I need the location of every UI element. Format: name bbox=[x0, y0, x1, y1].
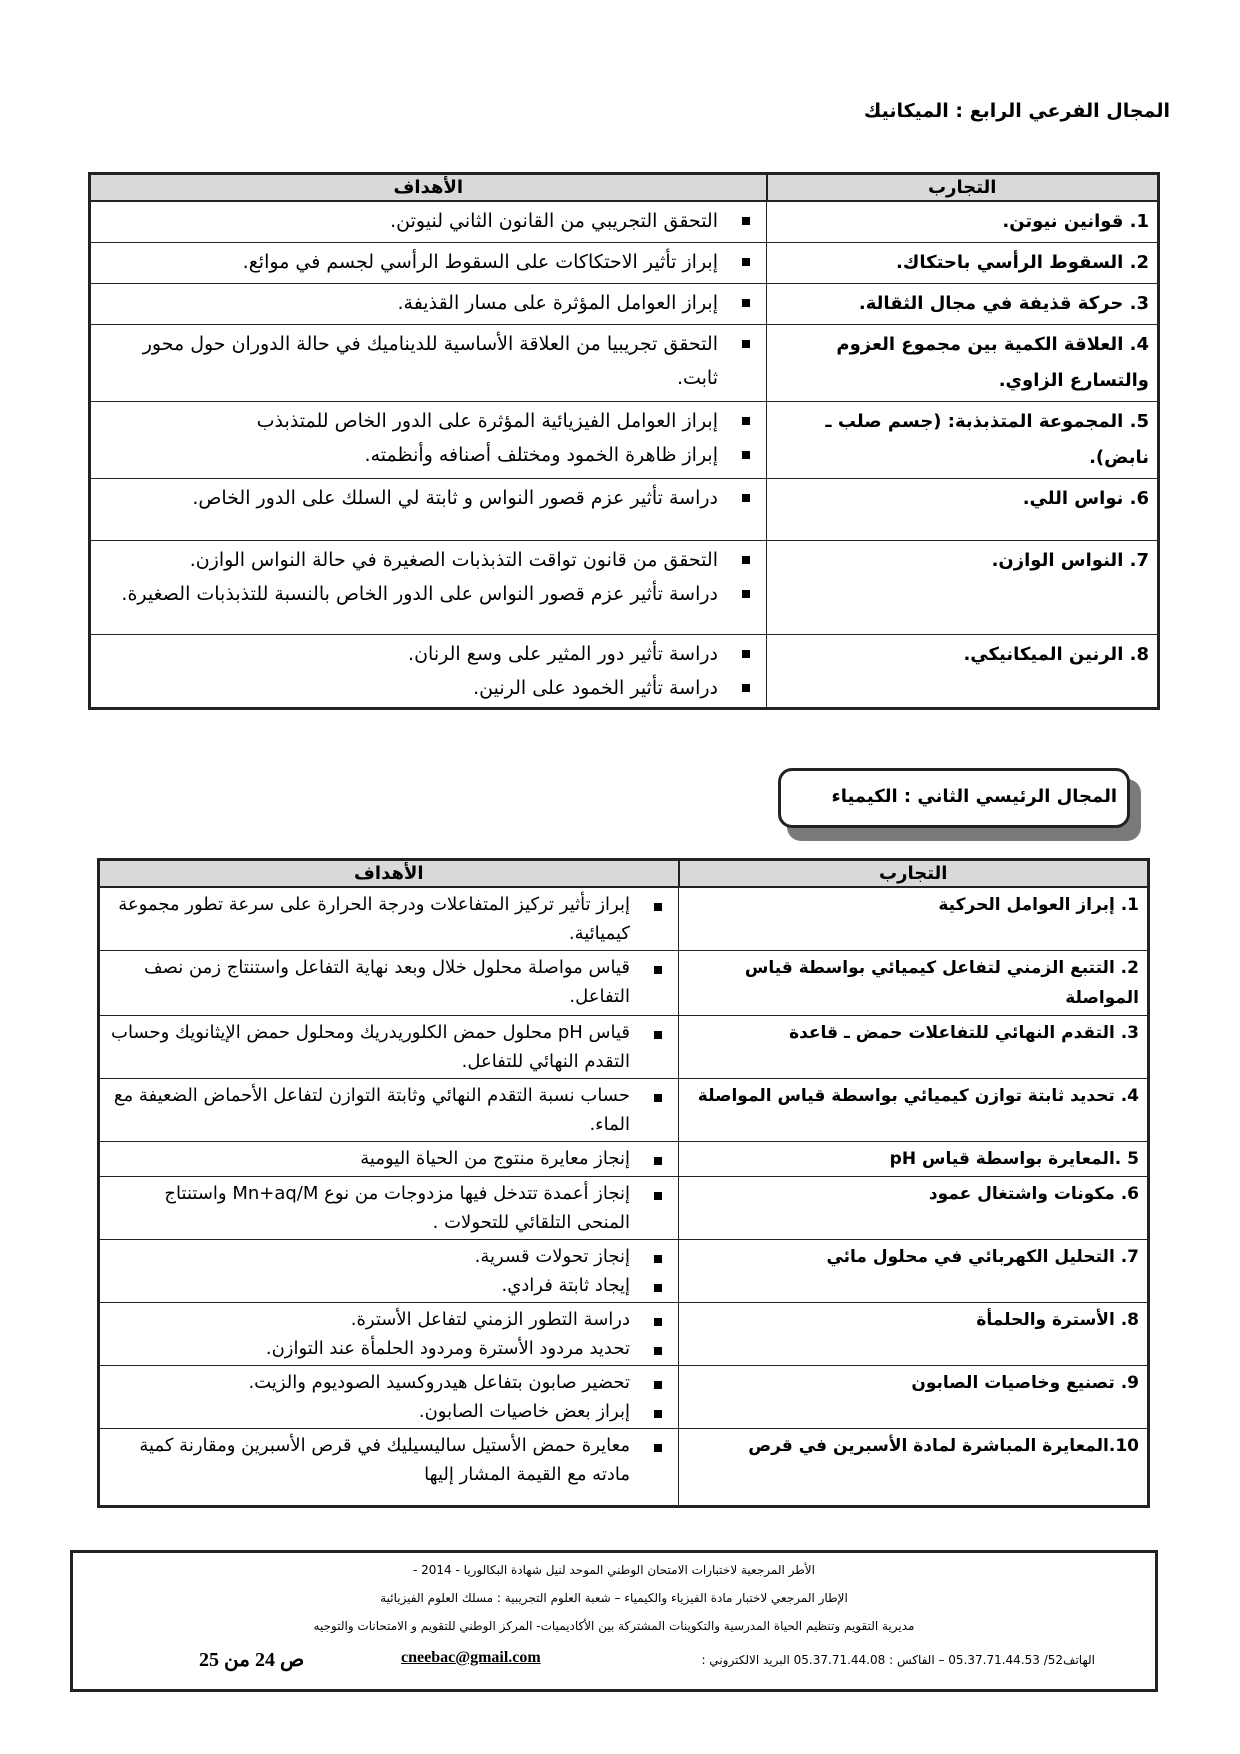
goal-item: تحديد مردود الأسترة ومردود الحلمأة عند التوازن. bbox=[108, 1334, 670, 1363]
table-row bbox=[99, 1177, 1149, 1240]
table-row bbox=[99, 887, 1149, 951]
footer-line-3: مديرية التقويم وتنظيم الحياة المدرسية والتكوينات المشتركة بين الأكاديميات- المركز الوطني للتقويم و الامتحانات والتوجيه bbox=[313, 1619, 915, 1633]
experiment-cell: 8. الأسترة والحلمأة bbox=[679, 1303, 1149, 1366]
goal-item: إبراز العوامل الفيزيائية المؤثرة على الدور الخاص للمتذبذب bbox=[99, 404, 758, 438]
experiment-cell: 3. حركة قذيفة في مجال الثقالة. bbox=[767, 284, 1159, 325]
goals-list bbox=[99, 481, 758, 515]
goal-item: إنجاز معايرة منتوج من الحياة اليومية bbox=[108, 1144, 670, 1173]
goal-item: التحقق من قانون تواقت التذبذبات الصغيرة في حالة النواس الوازن. bbox=[99, 543, 758, 577]
goal-item: دراسة تأثير عزم قصور النواس و ثابتة لي السلك على الدور الخاص. bbox=[99, 481, 758, 515]
goals-list bbox=[108, 890, 670, 948]
experiment-cell: 2. السقوط الرأسي باحتكاك. bbox=[767, 243, 1159, 284]
page-number: ص 24 من 25 bbox=[199, 1649, 305, 1671]
goal-item: إبراز العوامل المؤثرة على مسار القذيفة. bbox=[99, 286, 758, 320]
experiments-header: التجارب bbox=[767, 174, 1159, 202]
experiment-cell: 7. التحليل الكهربائي في محلول مائي bbox=[679, 1240, 1149, 1303]
goals-cell bbox=[99, 1142, 679, 1177]
table-row bbox=[90, 635, 1159, 709]
goals-list bbox=[108, 1179, 670, 1237]
experiment-cell: 6. مكونات واشتغال عمود bbox=[679, 1177, 1149, 1240]
goal-item: دراسة تأثير دور المثير على وسع الرنان. bbox=[99, 637, 758, 671]
table-row bbox=[99, 1303, 1149, 1366]
goals-list bbox=[108, 1081, 670, 1139]
goals-cell bbox=[99, 887, 679, 951]
goals-list bbox=[108, 1368, 670, 1426]
goals-cell bbox=[99, 1079, 679, 1142]
table-row bbox=[99, 951, 1149, 1016]
experiment-cell: 1. قوانين نيوتن. bbox=[767, 201, 1159, 243]
goals-list bbox=[99, 204, 758, 238]
mechanics-table bbox=[88, 172, 1160, 710]
goals-list bbox=[99, 327, 758, 395]
table-row bbox=[90, 243, 1159, 284]
table-header-row bbox=[90, 174, 1159, 202]
goals-cell bbox=[99, 1016, 679, 1079]
section2-title-box bbox=[778, 768, 1130, 828]
goals-cell bbox=[90, 402, 767, 479]
goals-cell bbox=[90, 325, 767, 402]
goal-item: قياس مواصلة محلول خلال وبعد نهاية التفاعل واستنتاج زمن نصف التفاعل. bbox=[108, 953, 670, 1011]
experiment-cell: 8. الرنين الميكانيكي. bbox=[767, 635, 1159, 709]
experiment-cell: 2. التتبع الزمني لتفاعل كيميائي بواسطة قياس المواصلة bbox=[679, 951, 1149, 1016]
table-row bbox=[90, 325, 1159, 402]
goals-cell bbox=[99, 951, 679, 1016]
table-row bbox=[90, 541, 1159, 635]
goals-cell bbox=[99, 1177, 679, 1240]
table-row bbox=[99, 1142, 1149, 1177]
goals-list bbox=[108, 953, 670, 1011]
footer-line-4 bbox=[81, 1647, 1147, 1677]
experiment-cell: 10.المعايرة المباشرة لمادة الأسبرين في قرص bbox=[679, 1429, 1149, 1507]
goals-header: الأهداف bbox=[99, 860, 679, 888]
goal-item: إبراز تأثير تركيز المتفاعلات ودرجة الحرارة على سرعة تطور مجموعة كيميائية. bbox=[108, 890, 670, 948]
goal-item: معايرة حمض الأستيل ساليسيليك في قرص الأسبرين ومقارنة كمية مادته مع القيمة المشار إليها bbox=[108, 1431, 670, 1489]
goal-item: إبراز بعض خاصيات الصابون. bbox=[108, 1397, 670, 1426]
table-row bbox=[90, 479, 1159, 541]
experiments-header: التجارب bbox=[679, 860, 1149, 888]
goal-item: إنجاز أعمدة تتدخل فيها مزدوجات من نوع Mn+aq/M واستنتاج المنحى التلقائي للتحولات . bbox=[108, 1179, 670, 1237]
goal-item: التحقق التجريبي من القانون الثاني لنيوتن. bbox=[99, 204, 758, 238]
goal-item: دراسة تأثير عزم قصور النواس على الدور الخاص بالنسبة للتذبذبات الصغيرة. bbox=[99, 577, 758, 611]
chemistry-table bbox=[97, 858, 1150, 1508]
section1-title: المجال الفرعي الرابع : الميكانيك bbox=[863, 100, 1170, 122]
table-row bbox=[99, 1016, 1149, 1079]
goals-cell bbox=[99, 1303, 679, 1366]
footer-email-link[interactable]: cneebac@gmail.com bbox=[401, 1649, 541, 1666]
goal-item: قياس pH محلول حمض الكلوريدريك ومحلول حمض الإيثانويك وحساب التقدم النهائي للتفاعل. bbox=[108, 1018, 670, 1076]
goal-item: إيجاد ثابتة فرادي. bbox=[108, 1271, 670, 1300]
goal-item: إنجاز تحولات قسرية. bbox=[108, 1242, 670, 1271]
experiment-cell: 6. نواس اللي. bbox=[767, 479, 1159, 541]
goal-item: إبراز ظاهرة الخمود ومختلف أصنافه وأنظمته. bbox=[99, 438, 758, 472]
table-row bbox=[99, 1240, 1149, 1303]
goal-item: تحضير صابون بتفاعل هيدروكسيد الصوديوم والزيت. bbox=[108, 1368, 670, 1397]
goals-list bbox=[108, 1018, 670, 1076]
goal-item: دراسة التطور الزمني لتفاعل الأسترة. bbox=[108, 1305, 670, 1334]
table-row bbox=[99, 1429, 1149, 1507]
goal-item: إبراز تأثير الاحتكاكات على السقوط الرأسي لجسم في موائع. bbox=[99, 245, 758, 279]
experiment-cell: 1. إبراز العوامل الحركية bbox=[679, 887, 1149, 951]
goals-list bbox=[99, 637, 758, 705]
goal-item: التحقق تجريبيا من العلاقة الأساسية للديناميك في حالة الدوران حول محور ثابت. bbox=[99, 327, 758, 395]
goals-cell bbox=[90, 243, 767, 284]
experiment-cell: 4. تحديد ثابتة توازن كيميائي بواسطة قياس المواصلة bbox=[679, 1079, 1149, 1142]
footer bbox=[70, 1550, 1158, 1692]
goals-header: الأهداف bbox=[90, 174, 767, 202]
experiment-cell: 3. التقدم النهائي للتفاعلات حمض ـ قاعدة bbox=[679, 1016, 1149, 1079]
goals-list bbox=[99, 543, 758, 611]
table-row bbox=[90, 284, 1159, 325]
footer-line-1: الأطر المرجعية لاختبارات الامتحان الوطني الموحد لنيل شهادة البكالوريا - 2014 - bbox=[413, 1563, 815, 1577]
section2-title: المجال الرئيسي الثاني : الكيمياء bbox=[831, 786, 1117, 807]
goals-cell bbox=[99, 1429, 679, 1507]
experiment-cell: 5. المجموعة المتذبذبة: (جسم صلب ـ نابض). bbox=[767, 402, 1159, 479]
experiment-cell: 9. تصنيع وخاصيات الصابون bbox=[679, 1366, 1149, 1429]
experiment-cell: 5 .المعايرة بواسطة قياس pH bbox=[679, 1142, 1149, 1177]
goals-list bbox=[99, 404, 758, 472]
goals-list bbox=[99, 286, 758, 320]
goals-list bbox=[108, 1144, 670, 1173]
table-row bbox=[90, 402, 1159, 479]
table-header-row bbox=[99, 860, 1149, 888]
goals-cell bbox=[90, 284, 767, 325]
goals-cell bbox=[90, 541, 767, 635]
goals-cell bbox=[99, 1366, 679, 1429]
table-row bbox=[90, 201, 1159, 243]
goals-cell bbox=[99, 1240, 679, 1303]
experiment-cell: 4. العلاقة الكمية بين مجموع العزوم والتسارع الزاوي. bbox=[767, 325, 1159, 402]
footer-contact: الهاتف52/ 05.37.71.44.53 – الفاكس : 05.37.71.44.08 البريد الالكتروني : bbox=[701, 1653, 1095, 1667]
goal-item: دراسة تأثير الخمود على الرنين. bbox=[99, 671, 758, 705]
goals-list bbox=[108, 1305, 670, 1363]
goals-list bbox=[108, 1431, 670, 1489]
footer-line-2: الإطار المرجعي لاختبار مادة الفيزياء والكيمياء – شعبة العلوم التجريبية : مسلك العلوم الفيزيائية bbox=[380, 1591, 848, 1605]
table-row bbox=[99, 1366, 1149, 1429]
goal-item: حساب نسبة التقدم النهائي وثابتة التوازن لتفاعل الأحماض الضعيفة مع الماء. bbox=[108, 1081, 670, 1139]
goals-list bbox=[99, 245, 758, 279]
goals-cell bbox=[90, 635, 767, 709]
goals-cell bbox=[90, 201, 767, 243]
goals-cell bbox=[90, 479, 767, 541]
table-row bbox=[99, 1079, 1149, 1142]
goals-list bbox=[108, 1242, 670, 1300]
experiment-cell: 7. النواس الوازن. bbox=[767, 541, 1159, 635]
